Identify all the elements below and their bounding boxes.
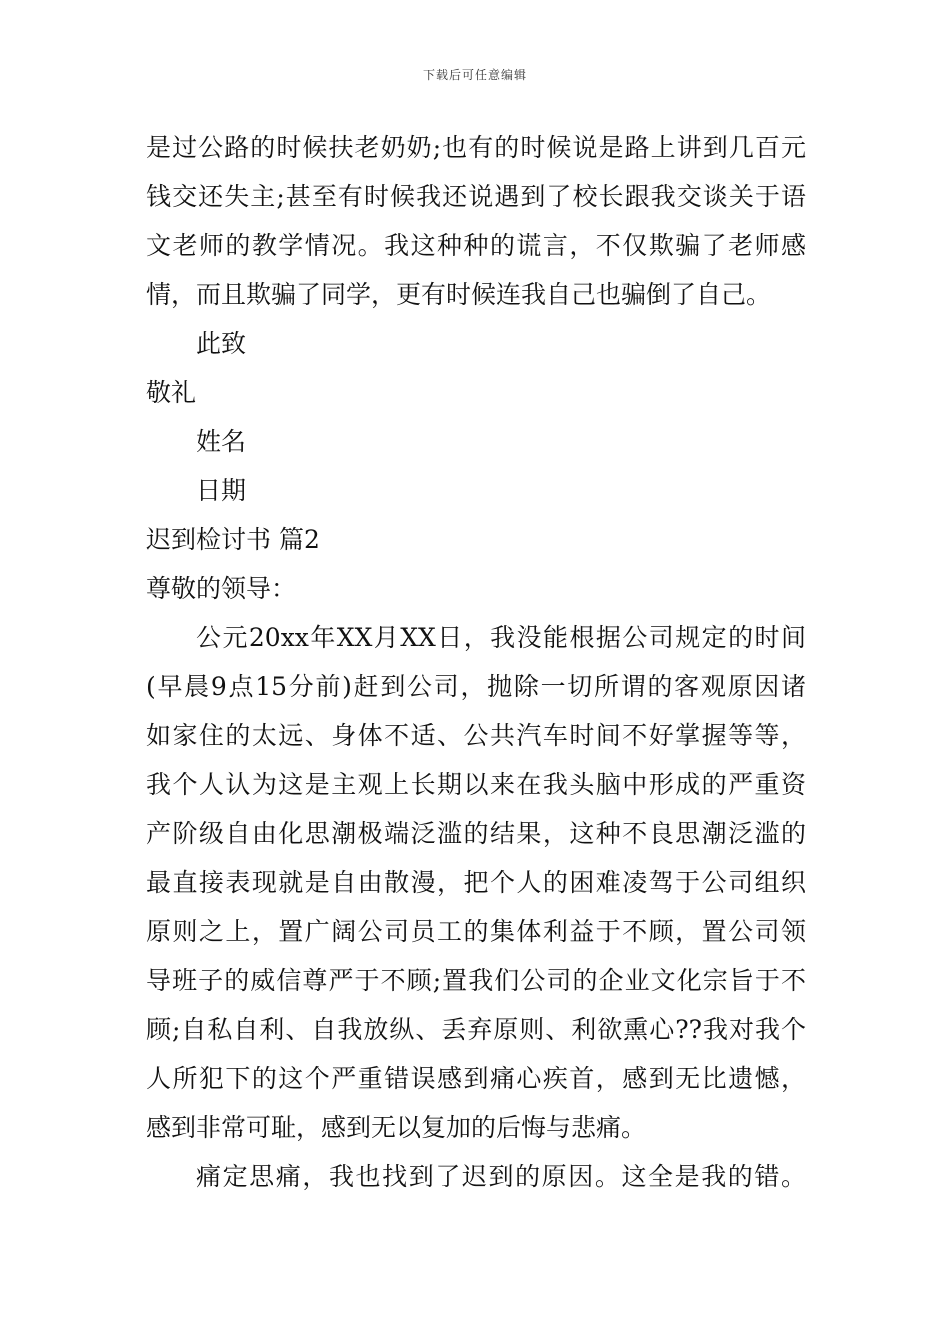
text-line: 钱交还失主;甚至有时候我还说遇到了校长跟我交谈关于语 <box>146 182 806 211</box>
text-line: 如家住的太远、身体不适、公共汽车时间不好掌握等等， <box>146 721 806 750</box>
page-header: 下载后可任意编辑 <box>422 68 527 82</box>
text-line: 是过公路的时候扶老奶奶;也有的时候说是路上讲到几百元 <box>146 133 806 162</box>
text-line: 公元20xx年XX月XX日，我没能根据公司规定的时间 <box>196 623 806 652</box>
closing-salutation: 此致 <box>196 329 247 358</box>
signature-name: 姓名 <box>196 427 247 456</box>
document-body <box>146 123 806 1201</box>
text-line: 最直接表现就是自由散漫，把个人的困难凌驾于公司组织 <box>146 868 806 897</box>
text-line: 情，而且欺骗了同学，更有时候连我自己也骗倒了自己。 <box>146 280 772 309</box>
signature-date: 日期 <box>196 476 247 505</box>
closing-respect: 敬礼 <box>146 378 197 407</box>
text-line: 顾;自私自利、自我放纵、丢弃原则、利欲熏心??我对我个 <box>146 1015 806 1044</box>
text-line: 人所犯下的这个严重错误感到痛心疾首，感到无比遗憾， <box>146 1064 806 1093</box>
greeting: 尊敬的领导： <box>146 574 297 603</box>
text-line: 痛定思痛，我也找到了迟到的原因。这全是我的错。 <box>196 1162 806 1191</box>
text-line: 产阶级自由化思潮极端泛滥的结果，这种不良思潮泛滥的 <box>146 819 806 848</box>
text-line: 导班子的威信尊严于不顾;置我们公司的企业文化宗旨于不 <box>146 966 806 995</box>
text-line: (早晨9点15分前)赶到公司，抛除一切所谓的客观原因诸 <box>146 672 806 701</box>
text-line: 原则之上，置广阔公司员工的集体利益于不顾，置公司领 <box>146 917 806 946</box>
text-line: 文老师的教学情况。我这种种的谎言，不仅欺骗了老师感 <box>146 231 806 260</box>
section-heading: 迟到检讨书 篇2 <box>146 525 320 554</box>
text-line: 感到非常可耻，感到无以复加的后悔与悲痛。 <box>146 1113 647 1142</box>
text-line: 我个人认为这是主观上长期以来在我头脑中形成的严重资 <box>146 770 806 799</box>
